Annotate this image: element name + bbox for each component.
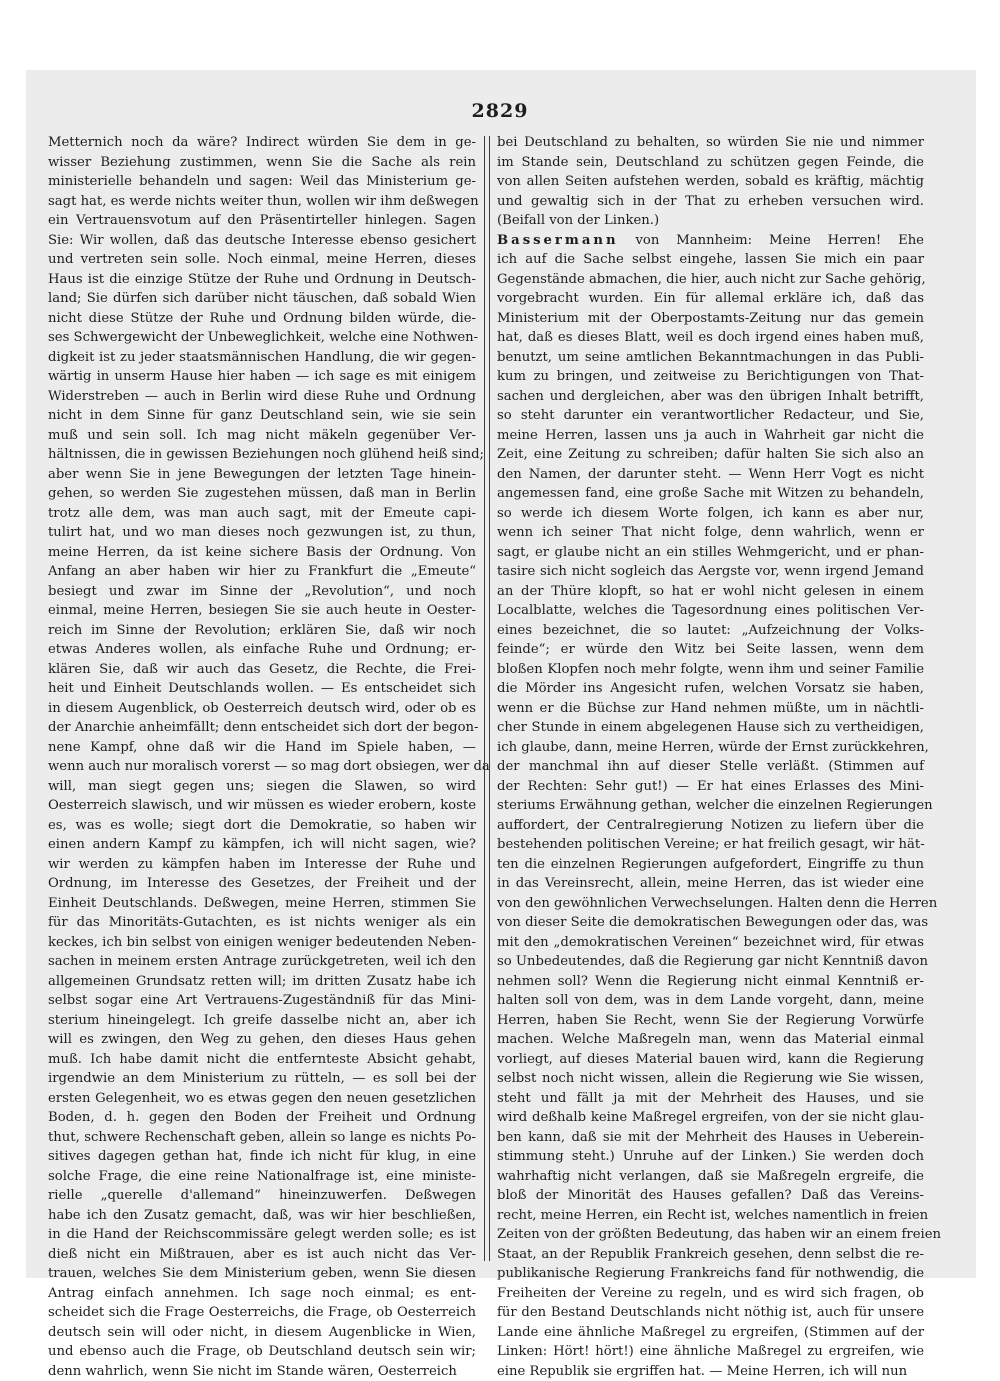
text-line: von allen Seiten aufstehen werden, sobald es kräftig, mächtig xyxy=(497,172,924,192)
text-line: für das Minoritäts-Gutachten, es ist nichts weniger als ein xyxy=(48,913,476,933)
text-line: irgendwie an dem Ministerium zu rütteln, — es soll bei der xyxy=(48,1069,476,1089)
text-line: Lande eine ähnliche Maßregel zu ergreifen, (Stimmen auf der xyxy=(497,1323,924,1343)
text-line: ersten Gelegenheit, wo es etwas gegen den neuen gesetzlichen xyxy=(48,1089,476,1109)
text-line: einmal, meine Herren, besiegen Sie sie auch heute in Oester- xyxy=(48,601,476,621)
text-line: von den gewöhnlichen Verwechselungen. Halten denn die Herren xyxy=(497,894,924,914)
text-line: gehen, so werden Sie zugestehen müssen, daß man in Berlin xyxy=(48,484,476,504)
text-line: dieß nicht ein Mißtrauen, aber es ist auch nicht das Ver- xyxy=(48,1245,476,1265)
text-line: allgemeinen Grundsatz retten will; im dritten Zusatz habe ich xyxy=(48,972,476,992)
text-line: rielle „querelle d'allemand“ hineinzuwerfen. Deßwegen xyxy=(48,1186,476,1206)
right-column xyxy=(497,133,924,1258)
text-line: besiegt und zwar im Sinne der „Revolution“, und noch xyxy=(48,582,476,602)
text-line: klären Sie, daß wir auch das Gesetz, die Rechte, die Frei- xyxy=(48,660,476,680)
text-line: land; Sie dürfen sich darüber nicht täuschen, daß sobald Wien xyxy=(48,289,476,309)
text-line: will es zwingen, den Weg zu gehen, den dieses Haus gehen xyxy=(48,1030,476,1050)
text-line: bloß der Minorität des Hauses gefallen? Daß das Vereins- xyxy=(497,1186,924,1206)
text-line: an der Thüre klopft, so hat er wohl nicht gelesen in einem xyxy=(497,582,924,602)
text-line: Oesterreich slawisch, und wir müssen es wieder erobern, koste xyxy=(48,796,476,816)
text-line: Antrag einfach annehmen. Ich sage noch einmal; es ent- xyxy=(48,1284,476,1304)
speaker-intro: von Mannheim: Meine Herren! Ehe xyxy=(635,233,924,248)
text-line: im Stande sein, Deutschland zu schützen gegen Feinde, die xyxy=(497,153,924,173)
text-line: sagt hat, es werde nichts weiter thun, wollen wir ihm deßwegen xyxy=(48,192,476,212)
text-line: wenn er die Büchse zur Hand nehmen müßte, um in nächtli- xyxy=(497,699,924,719)
text-line: einen andern Kampf zu kämpfen, ich will nicht sagen, wie? xyxy=(48,835,476,855)
text-line: sitives dagegen gethan hat, finde ich nicht für klug, in eine xyxy=(48,1147,476,1167)
text-line: meine Herren, lassen uns ja auch in Wahrheit gar nicht die xyxy=(497,426,924,446)
text-line: ich auf die Sache selbst eingehe, lassen Sie mich ein paar xyxy=(497,250,924,270)
text-line: so Unbedeutendes, daß die Regierung gar nicht Kenntniß davon xyxy=(497,952,924,972)
text-line: benutzt, um seine amtlichen Bekanntmachungen in das Publi- xyxy=(497,348,924,368)
text-line: feinde“; er würde den Witz bei Seite lassen, wenn dem xyxy=(497,640,924,660)
text-line: steht und fällt ja mit der Mehrheit des Hauses, und sie xyxy=(497,1089,924,1109)
text-line: ich glaube, dann, meine Herren, würde der Ernst zurückkehren, xyxy=(497,738,924,758)
text-line: nicht diese Stütze der Ruhe und Ordnung bilden würde, die- xyxy=(48,309,476,329)
text-line: publikanische Regierung Frankreichs fand für nothwendig, die xyxy=(497,1264,924,1284)
text-line: aber wenn Sie in jene Bewegungen der letzten Tage hinein- xyxy=(48,465,476,485)
text-line: bei Deutschland zu behalten, so würden Sie nie und nimmer xyxy=(497,133,924,153)
text-line: ministerielle behandeln und sagen: Weil das Ministerium ge- xyxy=(48,172,476,192)
text-line: der Anarchie anheimfällt; denn entscheidet sich dort der begon- xyxy=(48,718,476,738)
text-line: Gegenstände abmachen, die hier, auch nicht zur Sache gehörig, xyxy=(497,270,924,290)
text-line: recht, meine Herren, ein Recht ist, welches namentlich in freien xyxy=(497,1206,924,1226)
text-line: eine Republik sie ergriffen hat. — Meine Herren, ich will nun xyxy=(497,1362,924,1381)
text-line: Linken: Hört! hört!) eine ähnliche Maßregel zu ergreifen, wie xyxy=(497,1342,924,1362)
text-line: wenn ich seiner That nicht folge, denn wahrlich, wenn er xyxy=(497,523,924,543)
text-line: in die Hand der Reichscommissäre gelegt werden solle; es ist xyxy=(48,1225,476,1245)
text-line: Sie: Wir wollen, daß das deutsche Interesse ebenso gesichert xyxy=(48,231,476,251)
text-line: bloßen Klopfen noch mehr folgte, wenn ihm und seiner Familie xyxy=(497,660,924,680)
text-line: (Beifall von der Linken.) xyxy=(497,211,924,231)
speaker-name: Bassermann xyxy=(497,233,619,248)
text-line: Boden, d. h. gegen den Boden der Freiheit und Ordnung xyxy=(48,1108,476,1128)
text-line: wenn auch nur moralisch vorerst — so mag dort obsiegen, wer da xyxy=(48,757,476,777)
text-line: sterium hineingelegt. Ich greife dasselbe nicht an, aber ich xyxy=(48,1011,476,1031)
text-line: ten die einzelnen Regierungen aufgefordert, Eingriffe zu thun xyxy=(497,855,924,875)
speaker-line xyxy=(497,231,924,251)
text-line: der manchmal ihn auf dieser Stelle verläßt. (Stimmen auf xyxy=(497,757,924,777)
text-line: trauen, welches Sie dem Ministerium geben, wenn Sie diesen xyxy=(48,1264,476,1284)
text-line: digkeit ist zu jeder staatsmännischen Handlung, die wir gegen- xyxy=(48,348,476,368)
text-line: Localblatte, welches die Tagesordnung eines politischen Ver- xyxy=(497,601,924,621)
text-line: kum zu bringen, und zeitweise zu Berichtigungen von That- xyxy=(497,367,924,387)
text-line: den Namen, der darunter steht. — Wenn Herr Vogt es nicht xyxy=(497,465,924,485)
text-line: scheidet sich die Frage Oesterreichs, die Frage, ob Oesterreich xyxy=(48,1303,476,1323)
text-line: nehmen soll? Wenn die Regierung nicht einmal Kenntniß er- xyxy=(497,972,924,992)
text-line: heit und Einheit Deutschlands wollen. — Es entscheidet sich xyxy=(48,679,476,699)
text-line: angemessen fand, eine große Sache mit Witzen zu behandeln, xyxy=(497,484,924,504)
text-line: ses Schwergewicht der Unbeweglichkeit, welche eine Nothwen- xyxy=(48,328,476,348)
text-line: und vertreten sein solle. Noch einmal, meine Herren, dieses xyxy=(48,250,476,270)
text-line: Herren, haben Sie Recht, wenn Sie der Regierung Vorwürfe xyxy=(497,1011,924,1031)
text-line: Ministerium mit der Oberpostamts-Zeitung nur das gemein xyxy=(497,309,924,329)
text-line: Zeiten von der größten Bedeutung, das haben wir an einem freien xyxy=(497,1225,924,1245)
text-line: reich im Sinne der Revolution; erklären Sie, daß wir noch xyxy=(48,621,476,641)
text-line: Zeit, eine Zeitung zu schreiben; dafür halten Sie sich also an xyxy=(497,445,924,465)
text-line: auffordert, der Centralregierung Notizen zu liefern über die xyxy=(497,816,924,836)
text-line: ben kann, daß sie mit der Mehrheit des Hauses in Ueberein- xyxy=(497,1128,924,1148)
text-line: Einheit Deutschlands. Deßwegen, meine Herren, stimmen Sie xyxy=(48,894,476,914)
text-line: will, man siegt gegen uns; siegen die Slawen, so wird xyxy=(48,777,476,797)
text-line: so steht darunter ein verantwortlicher Redacteur, und Sie, xyxy=(497,406,924,426)
text-line: ein Vertrauensvotum auf den Präsentirteller hinlegen. Sagen xyxy=(48,211,476,231)
text-line: sagt, er glaube nicht an ein stilles Wehmgericht, und er phan- xyxy=(497,543,924,563)
text-line: vorliegt, auf dieses Material bauen wird, kann die Regierung xyxy=(497,1050,924,1070)
text-line: wahrhaftig nicht verlangen, daß sie Maßregeln ergreife, die xyxy=(497,1167,924,1187)
text-line: wird deßhalb keine Maßregel ergreifen, von der sie nicht glau- xyxy=(497,1108,924,1128)
text-line: thut, schwere Rechenschaft geben, allein so lange es nichts Po- xyxy=(48,1128,476,1148)
text-line: Ordnung, im Interesse des Gesetzes, der Freiheit und der xyxy=(48,874,476,894)
text-line: die Mörder ins Angesicht rufen, welchen Vorsatz sie haben, xyxy=(497,679,924,699)
text-line: so werde ich diesem Worte folgen, ich kann es aber nur, xyxy=(497,504,924,524)
text-line: in das Vereinsrecht, allein, meine Herren, das ist wieder eine xyxy=(497,874,924,894)
text-line: vorgebracht wurden. Ein für allemal erkläre ich, daß das xyxy=(497,289,924,309)
left-column xyxy=(48,133,476,1258)
column-divider xyxy=(484,136,490,1261)
text-line: habe ich den Zusatz gemacht, daß, was wir hier beschließen, xyxy=(48,1206,476,1226)
text-line: meine Herren, da ist keine sichere Basis der Ordnung. Von xyxy=(48,543,476,563)
text-line: und gewaltig sich in der That zu erheben versuchen wird. xyxy=(497,192,924,212)
text-line: und ebenso auch die Frage, ob Deutschland deutsch sein wir; xyxy=(48,1342,476,1362)
text-line: Widerstreben — auch in Berlin wird diese Ruhe und Ordnung xyxy=(48,387,476,407)
text-line: wir werden zu kämpfen haben im Interesse der Ruhe und xyxy=(48,855,476,875)
text-line: Freiheiten der Vereine zu regeln, und es wird sich fragen, ob xyxy=(497,1284,924,1304)
text-line: keckes, ich bin selbst von einigen weniger bedeutenden Neben- xyxy=(48,933,476,953)
text-line: etwas Anderes wollen, als einfache Ruhe und Ordnung; er- xyxy=(48,640,476,660)
text-line: der Rechten: Sehr gut!) — Er hat eines Erlasses des Mini- xyxy=(497,777,924,797)
text-line: denn wahrlich, wenn Sie nicht im Stande wären, Oesterreich xyxy=(48,1362,476,1381)
text-line: Haus ist die einzige Stütze der Ruhe und Ordnung in Deutsch- xyxy=(48,270,476,290)
text-line: für den Bestand Deutschlands nicht nöthig ist, auch für unsere xyxy=(497,1303,924,1323)
text-line: sachen und dergleichen, aber was den übrigen Inhalt betrifft, xyxy=(497,387,924,407)
text-line: stimmung steht.) Unruhe auf der Linken.) Sie werden doch xyxy=(497,1147,924,1167)
text-line: in diesem Augenblick, ob Oesterreich deutsch wird, oder ob es xyxy=(48,699,476,719)
text-line: tulirt hat, und wo man dieses noch gezwungen ist, zu thun, xyxy=(48,523,476,543)
text-line: trotz alle dem, was man auch sagt, mit der Emeute capi- xyxy=(48,504,476,524)
text-line: hat, daß es dieses Blatt, weil es doch irgend eines haben muß, xyxy=(497,328,924,348)
text-line: Anfang an aber haben wir hier zu Frankfurt die „Emeute“ xyxy=(48,562,476,582)
text-line: solche Frage, die eine reine Nationalfrage ist, eine ministe- xyxy=(48,1167,476,1187)
text-line: Metternich noch da wäre? Indirect würden Sie dem in ge- xyxy=(48,133,476,153)
text-line: cher Stunde in einem abgelegenen Hause sich zu vertheidigen, xyxy=(497,718,924,738)
text-line: tasire sich nicht sogleich das Aergste vor, wenn irgend Jemand xyxy=(497,562,924,582)
text-line: selbst noch nicht wissen, allein die Regierung wie Sie wissen, xyxy=(497,1069,924,1089)
page-number: 2829 xyxy=(440,100,560,122)
text-line: wärtig in unserm Hause hier haben — ich sage es mit einigem xyxy=(48,367,476,387)
text-line: bestehenden politischen Vereine; er hat freilich gesagt, wir hät- xyxy=(497,835,924,855)
text-line: eines bezeichnet, die so lautet: „Aufzeichnung der Volks- xyxy=(497,621,924,641)
text-line: es, was es wolle; siegt dort die Demokratie, so haben wir xyxy=(48,816,476,836)
text-line: selbst sogar eine Art Vertrauens-Zugeständniß für das Mini- xyxy=(48,991,476,1011)
text-line: sachen in meinem ersten Antrage zurückgetreten, weil ich den xyxy=(48,952,476,972)
text-line: Staat, an der Republik Frankreich gesehen, denn selbst die re- xyxy=(497,1245,924,1265)
text-line: mit den „demokratischen Vereinen“ bezeichnet wird, für etwas xyxy=(497,933,924,953)
text-line: steriums Erwähnung gethan, welcher die einzelnen Regierungen xyxy=(497,796,924,816)
text-line: nicht in dem Sinne für ganz Deutschland sein, wie sie sein xyxy=(48,406,476,426)
text-line: muß. Ich habe damit nicht die entfernteste Absicht gehabt, xyxy=(48,1050,476,1070)
text-line: hältnissen, die in gewissen Beziehungen noch glühend heiß sind; xyxy=(48,445,476,465)
text-line: halten soll von dem, was in dem Lande vorgeht, dann, meine xyxy=(497,991,924,1011)
text-line: muß und sein soll. Ich mag nicht mäkeln gegenüber Ver- xyxy=(48,426,476,446)
text-line: deutsch sein will oder nicht, in diesem Augenblicke in Wien, xyxy=(48,1323,476,1343)
text-line: nene Kampf, ohne daß wir die Hand im Spiele haben, — xyxy=(48,738,476,758)
text-line: machen. Welche Maßregeln man, wenn das Material einmal xyxy=(497,1030,924,1050)
text-line: von dieser Seite die demokratischen Bewegungen oder das, was xyxy=(497,913,924,933)
text-line: wisser Beziehung zustimmen, wenn Sie die Sache als rein xyxy=(48,153,476,173)
